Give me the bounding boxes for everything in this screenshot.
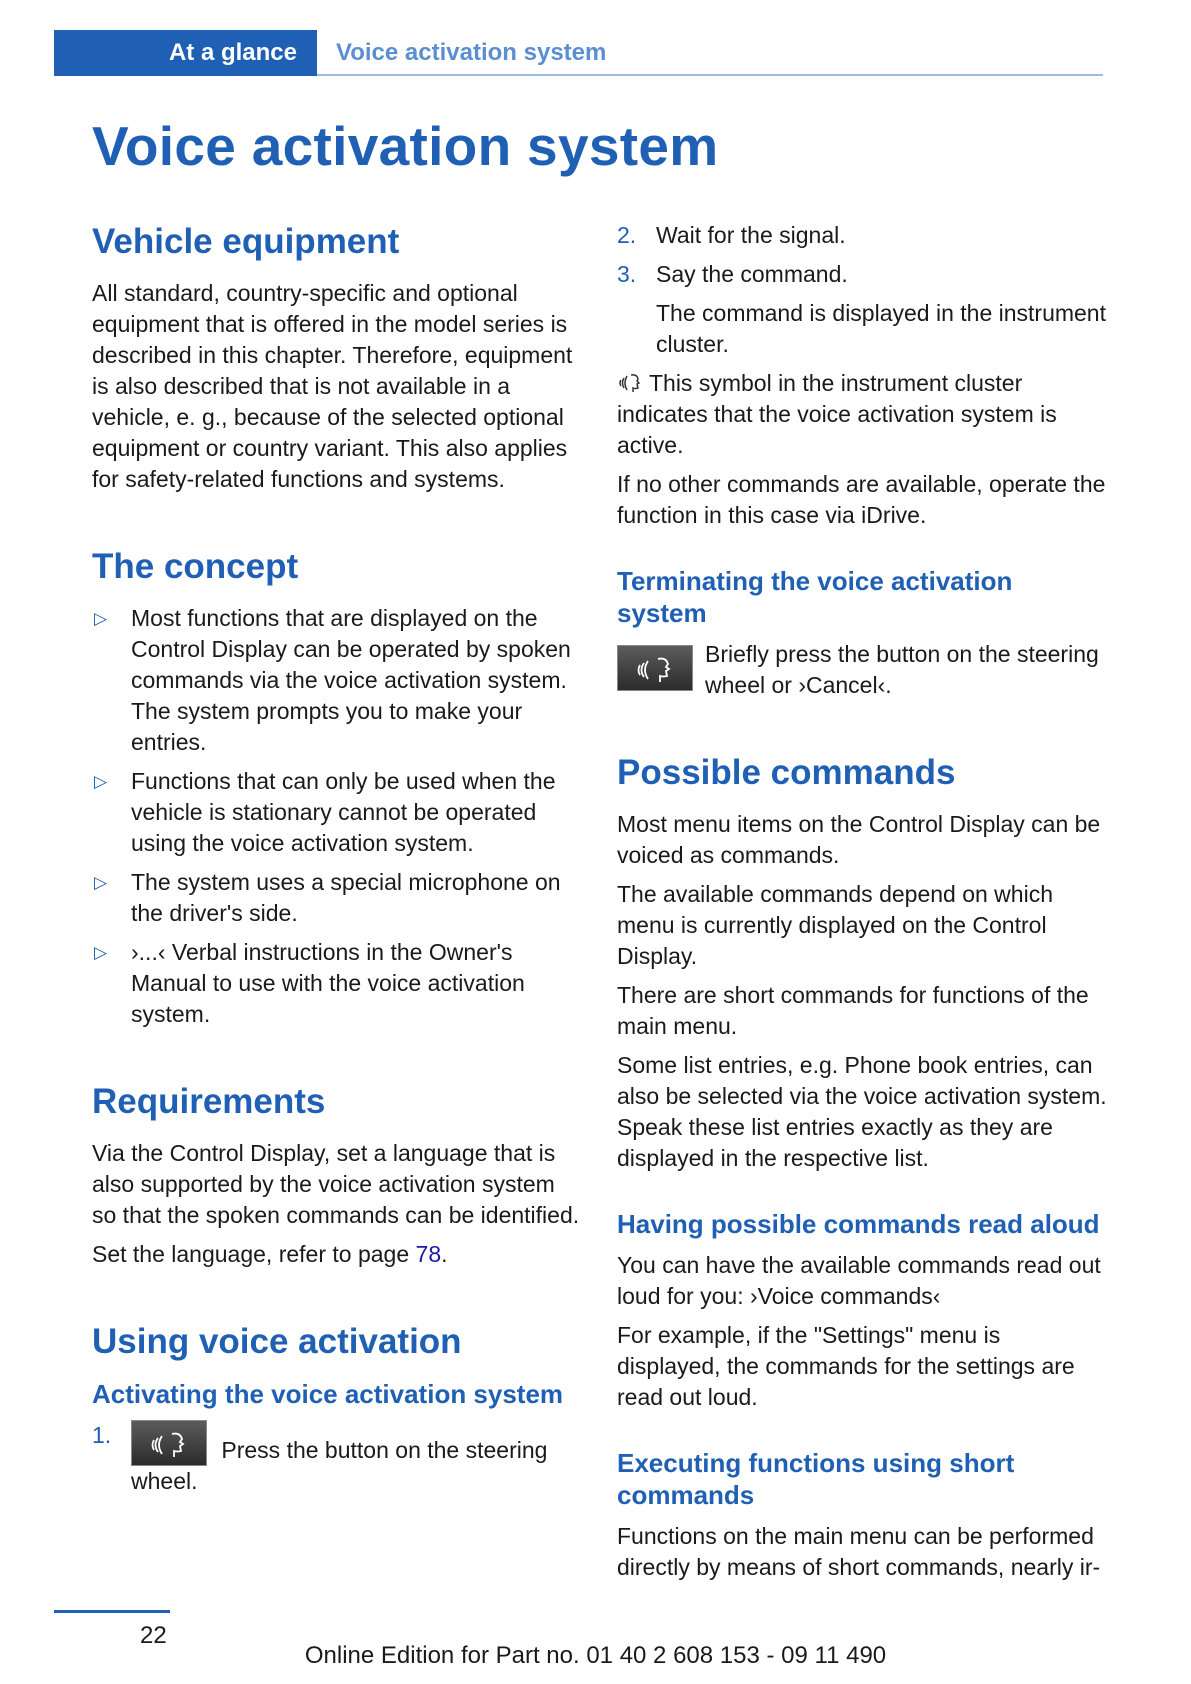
section-tab: At a glance (54, 30, 317, 76)
footer-rule (54, 1610, 170, 1613)
vehicle-equipment-heading: Vehicle equipment (92, 222, 400, 261)
left-column (92, 220, 582, 1505)
using-section (92, 1320, 582, 1497)
step-number: 1. (92, 1422, 112, 1448)
page-number: 22 (140, 1622, 167, 1649)
step-number: 3. (617, 261, 637, 287)
read-aloud-section (617, 1208, 1109, 1413)
concept-heading: The concept (92, 547, 299, 586)
short-commands-section (617, 1447, 1109, 1583)
activating-heading: Activating the voice activation system (92, 1379, 564, 1409)
step-number: 2. (617, 222, 637, 248)
triangle-bullet-icon: ▷ (94, 943, 108, 962)
voice-active-symbol-icon (617, 371, 643, 395)
requirements-section (92, 1080, 582, 1270)
triangle-bullet-icon: ▷ (94, 609, 108, 628)
voice-button-icon (131, 1420, 207, 1466)
language-reference: Set the language, refer to page 78. (92, 1241, 448, 1267)
paragraph: Most menu items on the Control Display can be voiced as commands. (617, 811, 1101, 868)
header-rule (317, 74, 1103, 76)
concept-section (92, 545, 582, 1030)
command-steps (617, 220, 1109, 290)
paragraph: The available commands depend on which menu is currently displayed on the Control Display. (617, 881, 1053, 969)
terminating-section (617, 565, 1109, 701)
possible-commands-heading: Possible commands (617, 753, 956, 792)
short-commands-heading: Executing functions using short commands (617, 1448, 1015, 1510)
paragraph: Functions on the main menu can be performed directly by means of short commands, nearly ir- (617, 1523, 1101, 1580)
list-item: 3. Say the command. (617, 259, 1109, 290)
list-item: ▷ Functions that can only be used when the vehicle is stationary cannot be operated using the voice activation system. (94, 768, 556, 856)
triangle-bullet-icon: ▷ (94, 772, 108, 791)
breadcrumb: Voice activation system (336, 39, 607, 66)
requirements-body: Via the Control Display, set a language that is also supported by the voice activation system so that the spoken commands can be identified. (92, 1140, 580, 1228)
right-column (617, 220, 1109, 1591)
paragraph: There are short commands for functions of the main menu. (617, 982, 1089, 1039)
list-item: 2. Wait for the signal. (617, 220, 1109, 251)
possible-commands-section (617, 751, 1109, 1174)
terminating-body: Briefly press the button on the steering wheel or ›Cancel‹. (705, 641, 1099, 698)
terminating-instruction (617, 639, 1109, 701)
voice-button-icon (617, 645, 693, 691)
list-item: ▷ The system uses a special microphone on the driver's side. (94, 869, 561, 926)
step3-note: The command is displayed in the instrument cluster. (656, 300, 1106, 357)
paragraph: For example, if the "Settings" menu is displayed, the commands for the settings are read out loud. (617, 1322, 1075, 1410)
terminating-heading: Terminating the voice activation system (617, 566, 1013, 628)
edition-note: Online Edition for Part no. 01 40 2 608 153 - 09 11 490 (304, 1642, 887, 1669)
paragraph: You can have the available commands read out loud for you: ›Voice commands‹ (617, 1252, 1101, 1309)
concept-list (92, 603, 582, 1030)
page-reference-link[interactable]: 78 (415, 1241, 442, 1267)
read-aloud-heading: Having possible commands read aloud (617, 1209, 1100, 1239)
list-item: ▷ Most functions that are displayed on the Control Display can be operated by spoken commands via the voice activation system. The system prompts you to make your entries. (94, 605, 571, 755)
list-item: ▷ ›...‹ Verbal instructions in the Owner's Manual to use with the voice activation system. (94, 939, 525, 1027)
list-item: 1. Press the button on the steering wheel. (92, 1422, 548, 1494)
page-title: Voice activation system (92, 115, 719, 177)
no-commands-note: If no other commands are available, operate the function in this case via iDrive. (617, 471, 1106, 528)
activation-steps (92, 1420, 582, 1497)
paragraph: Some list entries, e.g. Phone book entries, can also be selected via the voice activation system. Speak these list entries exactly as they are displayed in the respective list. (617, 1052, 1107, 1171)
vehicle-equipment-body: All standard, country-specific and optional equipment that is offered in the model series is described in this chapter. Therefore, equipment is also described that is not available in a vehicle, e. g., because of the selected optional equipment or country variant. This also applies for safety-related functions and systems. (92, 280, 573, 492)
triangle-bullet-icon: ▷ (94, 873, 108, 892)
using-heading: Using voice activation (92, 1322, 462, 1361)
symbol-note: This symbol in the instrument cluster indicates that the voice activation system is active. (617, 370, 1057, 458)
vehicle-equipment-section (92, 220, 582, 495)
requirements-heading: Requirements (92, 1082, 326, 1121)
